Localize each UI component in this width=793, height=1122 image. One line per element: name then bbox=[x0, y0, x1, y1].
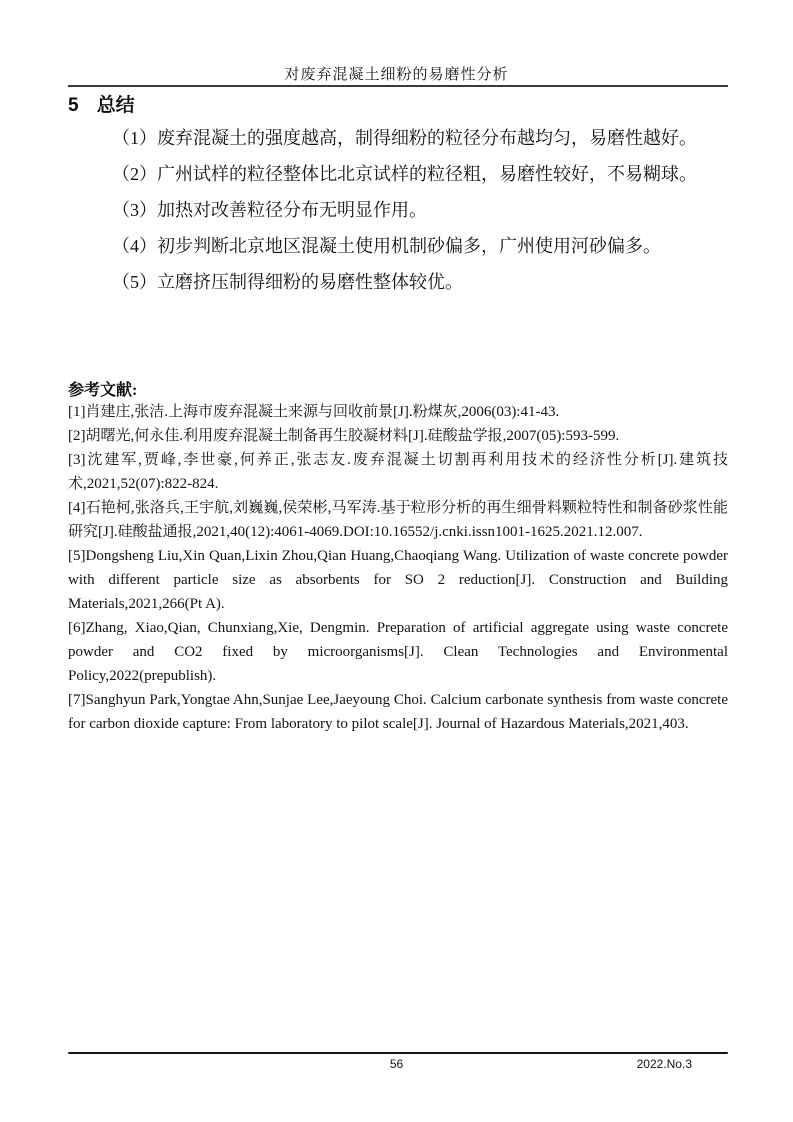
footer-rule-divider bbox=[68, 1052, 728, 1054]
reference-item-4: [4]石艳柯,张洛兵,王宇航,刘巍巍,侯荣彬,马军涛.基于粒形分析的再生细骨料颗粒特性和制备砂浆性能研究[J].硅酸盐通报,2021,40(12):4061-4069.DOI:10.16552/j.cnki.issn1001-1625.2021.12.007. bbox=[68, 500, 728, 540]
conclusion-item-5: （5）立磨挤压制得细粉的易磨性整体较优。 bbox=[112, 272, 463, 292]
reference-item-1: [1]肖建庄,张洁.上海市废弃混凝土来源与回收前景[J].粉煤灰,2006(03):41-43. bbox=[68, 404, 560, 420]
conclusion-item-4: （4）初步判断北京地区混凝土使用机制砂偏多，广州使用河砂偏多。 bbox=[112, 236, 661, 256]
reference-item-2: [2]胡曙光,何永佳.利用废弃混凝土制备再生胶凝材料[J].硅酸盐学报,2007(05):593-599. bbox=[68, 428, 620, 444]
section-number: 5 bbox=[68, 95, 79, 116]
reference-item-5: [5]Dongsheng Liu,Xin Quan,Lixin Zhou,Qian Huang,Chaoqiang Wang. Utilization of waste concrete powder with different particle size as absorbents for SO 2 reduction[J]. Construction and Building Materials,2021,266(Pt A). bbox=[68, 548, 728, 612]
reference-item-3: [3]沈建军,贾峰,李世豪,何养正,张志友.废弃混凝土切割再利用技术的经济性分析[J].建筑技术,2021,52(07):822-824. bbox=[68, 452, 728, 492]
references-list bbox=[68, 400, 728, 736]
references-heading: 参考文献: bbox=[68, 382, 138, 399]
running-title: 对废弃混凝土细粉的易磨性分析 bbox=[284, 67, 509, 83]
conclusion-item-3: （3）加热对改善粒径分布无明显作用。 bbox=[112, 200, 427, 220]
issue-label: 2022.No.3 bbox=[636, 1057, 692, 1071]
reference-item-7: [7]Sanghyun Park,Yongtae Ahn,Sunjae Lee,Jaeyoung Choi. Calcium carbonate synthesis from waste concrete for carbon dioxide capture: From laboratory to pilot scale[J]. Journal of Hazardous Materials,2021,403. bbox=[68, 692, 728, 732]
section-heading bbox=[68, 90, 135, 117]
conclusions-list bbox=[68, 129, 729, 309]
conclusion-item-1: （1）废弃混凝土的强度越高，制得细粉的粒径分布越均匀，易磨性越好。 bbox=[112, 128, 697, 148]
section-title: 总结 bbox=[96, 95, 135, 116]
page-number: 56 bbox=[389, 1057, 404, 1071]
header-rule-divider bbox=[68, 85, 728, 87]
reference-item-6: [6]Zhang, Xiao,Qian, Chunxiang,Xie, Dengmin. Preparation of artificial aggregate using waste concrete powder and CO2 fixed by microorganisms[J]. Clean Technologies and Environmental Policy,2022(prepublish). bbox=[68, 620, 728, 684]
conclusion-item-2: （2）广州试样的粒径整体比北京试样的粒径粗，易磨性较好，不易糊球。 bbox=[112, 164, 697, 184]
